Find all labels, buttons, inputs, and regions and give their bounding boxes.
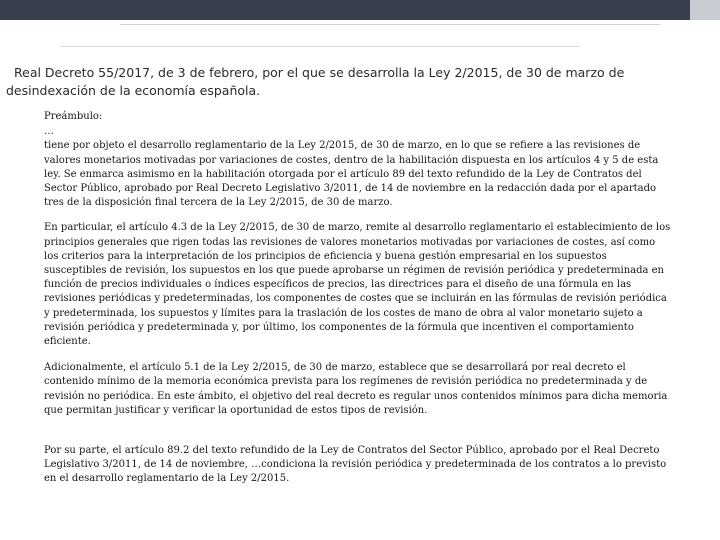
header-bar-accent bbox=[690, 0, 720, 20]
document-body bbox=[44, 110, 672, 487]
header-rule-lower bbox=[60, 46, 580, 47]
paragraph-3: Adicionalmente, el artículo 5.1 de la Ley 2/2015, de 30 de marzo, establece que se desarrollará por real decreto el contenido mínimo de la memoria económica prevista para los regímenes de revisión periódica no predeterminada y de revisión no periódica. En este ámbito, el objetivo del real decreto es regular unos contenidos mínimos para dicha memoria que permitan justificar y verificar la oportunidad de estos tipos de revisión. bbox=[44, 362, 668, 416]
section-heading: Preámbulo: bbox=[44, 111, 103, 122]
paragraph-1: tiene por objeto el desarrollo reglamentario de la Ley 2/2015, de 30 de marzo, en lo que se refiere a las revisiones de valores monetarios motivadas por variaciones de costes, dentro de la habilitación dispuesta en los artículos 4 y 5 de esta ley. Se enmarca asimismo en la habilitación otorgada por el artículo 89 del texto refundido de la Ley de Contratos del Sector Público, aprobado por Real Decreto Legislativo 3/2011, de 14 de noviembre en la redacción dada por el apartado tres de la disposición final tercera de la Ley 2/2015, de 30 de marzo. bbox=[44, 140, 659, 209]
document-title bbox=[6, 64, 686, 100]
slide-header-bar bbox=[0, 0, 720, 20]
ellipsis: … bbox=[44, 126, 54, 138]
paragraph-4: Por su parte, el artículo 89.2 del texto refundido de la Ley de Contratos del Sector Público, aprobado por el Real Decreto Legislativo 3/2011, de 14 de noviembre, …condiciona la revisión periódica y predeterminada de los contratos a lo previsto en el desarrollo reglamentario de la Ley 2/2015. bbox=[44, 445, 667, 485]
header-rule bbox=[120, 24, 660, 25]
paragraph-2: En particular, el artículo 4.3 de la Ley 2/2015, de 30 de marzo, remite al desarrollo reglamentario el establecimiento de los principios generales que rigen todas las revisiones de valores monetarios motivadas por variaciones de costes, así como los criterios para la interpretación de los principios de eficiencia y buena gestión empresarial en los supuestos susceptibles de revisión, los supuestos en los que puede aprobarse un régimen de revisión periódica y predeterminada en función de precios individuales o índices específicos de precios, las directrices para el diseño de una fórmula en las revisiones periódicas y predeterminadas, los componentes de costes que se incluirán en las fórmulas de revisión periódica y predeterminada, los supuestos y límites para la traslación de los costes de mano de obra al valor monetario sujeto a revisión periódica y predeterminada y, por último, los componentes de la fórmula que incentiven el comportamiento eficiente. bbox=[44, 222, 671, 348]
document-title-text: Real Decreto 55/2017, de 3 de febrero, por el que se desarrolla la Ley 2/2015, de 30 de marzo de desindexación de la economía española. bbox=[6, 65, 625, 98]
header-bar-dark bbox=[0, 0, 690, 20]
